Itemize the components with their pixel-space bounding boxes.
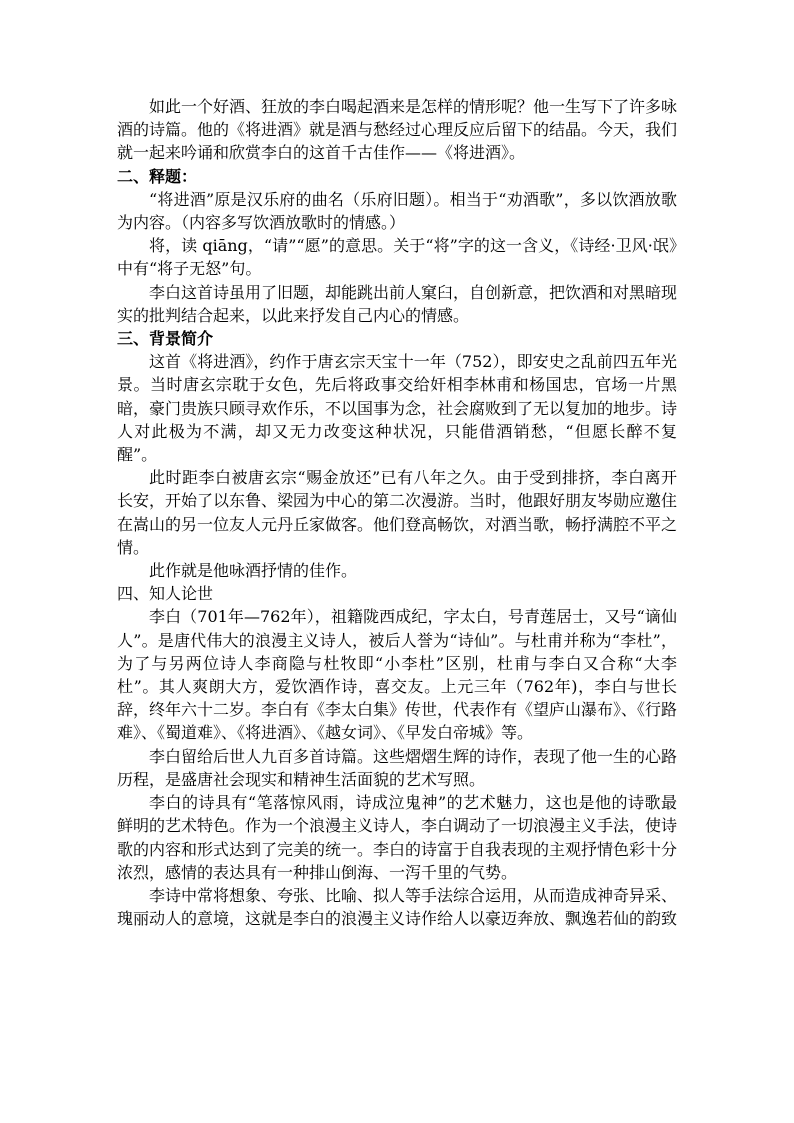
paragraph-author-legacy: 李白留给后世人九百多首诗篇。这些熠熠生辉的诗作，表现了他一生的心路历程，是盛唐社会现实和精神生活面貌的艺术写照。 [117, 746, 678, 789]
paragraph-background-summary: 此作就是他咏酒抒情的佳作。 [149, 561, 358, 581]
section-heading-background: 三、背景简介 [117, 329, 214, 349]
paragraph-background-travel: 此时距李白被唐玄宗“赐金放还”已有八年之久。由于受到排挤，李白离开长安，开始了以东鲁、梁园为中心的第二次漫游。当时，他跟好朋友岑勋应邀住在嵩山的另一位友人元丹丘家做客。他们登高畅饮，对酒当歌，畅抒满腔不平之情。 [117, 468, 678, 557]
paragraph-intro: 如此一个好酒、狂放的李白喝起酒来是怎样的情形呢？他一生写下了许多咏酒的诗篇。他的《将进酒》就是酒与愁经过心理反应后留下的结晶。今天，我们就一起来吟诵和欣赏李白的这首千古佳作——《将进酒》。 [117, 97, 678, 163]
paragraph-author-technique: 李诗中常将想象、夸张、比喻、拟人等手法综合运用，从而造成神奇异采、瑰丽动人的意境，这就是李白的浪漫主义诗作给人以豪迈奔放、飘逸若仙的韵致 [117, 885, 678, 929]
paragraph-innovation: 李白这首诗虽用了旧题，却能跳出前人窠臼，自创新意，把饮酒和对黑暗现实的批判结合起来，以此来抒发自己内心的情感。 [117, 282, 678, 325]
section-heading-author: 四、知人论世 [117, 584, 214, 604]
document-body [117, 95, 677, 930]
section-heading-title-explanation: 二、释题： [117, 166, 198, 186]
paragraph-author-bio: 李白（701年—762年），祖籍陇西成纪，字太白，号青莲居士，又号“谪仙人”。是唐代伟大的浪漫主义诗人，被后人誉为“诗仙”。与杜甫并称为“李杜”，为了与另两位诗人李商隐与杜牧即“小李杜”区别，杜甫与李白又合称“大李杜”。其人爽朗大方，爱饮酒作诗，喜交友。上元三年（762年)，李白与世长辞，终年六十二岁。李白有《李太白集》传世，代表作有《望庐山瀑布》、《行路难》、《蜀道难》、《将进酒》、《越女词》、《早发白帝城》等。 [117, 607, 678, 743]
paragraph-title-origin: “将进酒”原是汉乐府的曲名（乐府旧题）。相当于“劝酒歌”，多以饮酒放歌为内容。（内容多写饮酒放歌时的情感。） [117, 189, 677, 233]
paragraph-background-era: 这首《将进酒》，约作于唐玄宗天宝十一年（752），即安史之乱前四五年光景。当时唐玄宗耽于女色，先后将政事交给奸相李林甫和杨国忠，官场一片黑暗，豪门贵族只顾寻欢作乐，不以国事为念，社会腐败到了无以复加的地步。诗人对此极为不满，却又无力改变这种状况，只能借酒销愁，“但愿长醉不复醒”。 [117, 352, 678, 465]
paragraph-author-style: 李白的诗具有“笔落惊风雨，诗成泣鬼神”的艺术魅力，这也是他的诗歌最鲜明的艺术特色。作为一个浪漫主义诗人，李白调动了一切浪漫主义手法，使诗歌的内容和形式达到了完美的统一。李白的诗富于自我表现的主观抒情色彩十分浓烈，感情的表达具有一种排山倒海、一泻千里的气势。 [117, 793, 678, 882]
paragraph-pronunciation: 将，读 qiāng，“请”“愿”的意思。关于“将”字的这一含义，《诗经·卫风·氓》中有“将子无怒”句。 [117, 236, 677, 279]
